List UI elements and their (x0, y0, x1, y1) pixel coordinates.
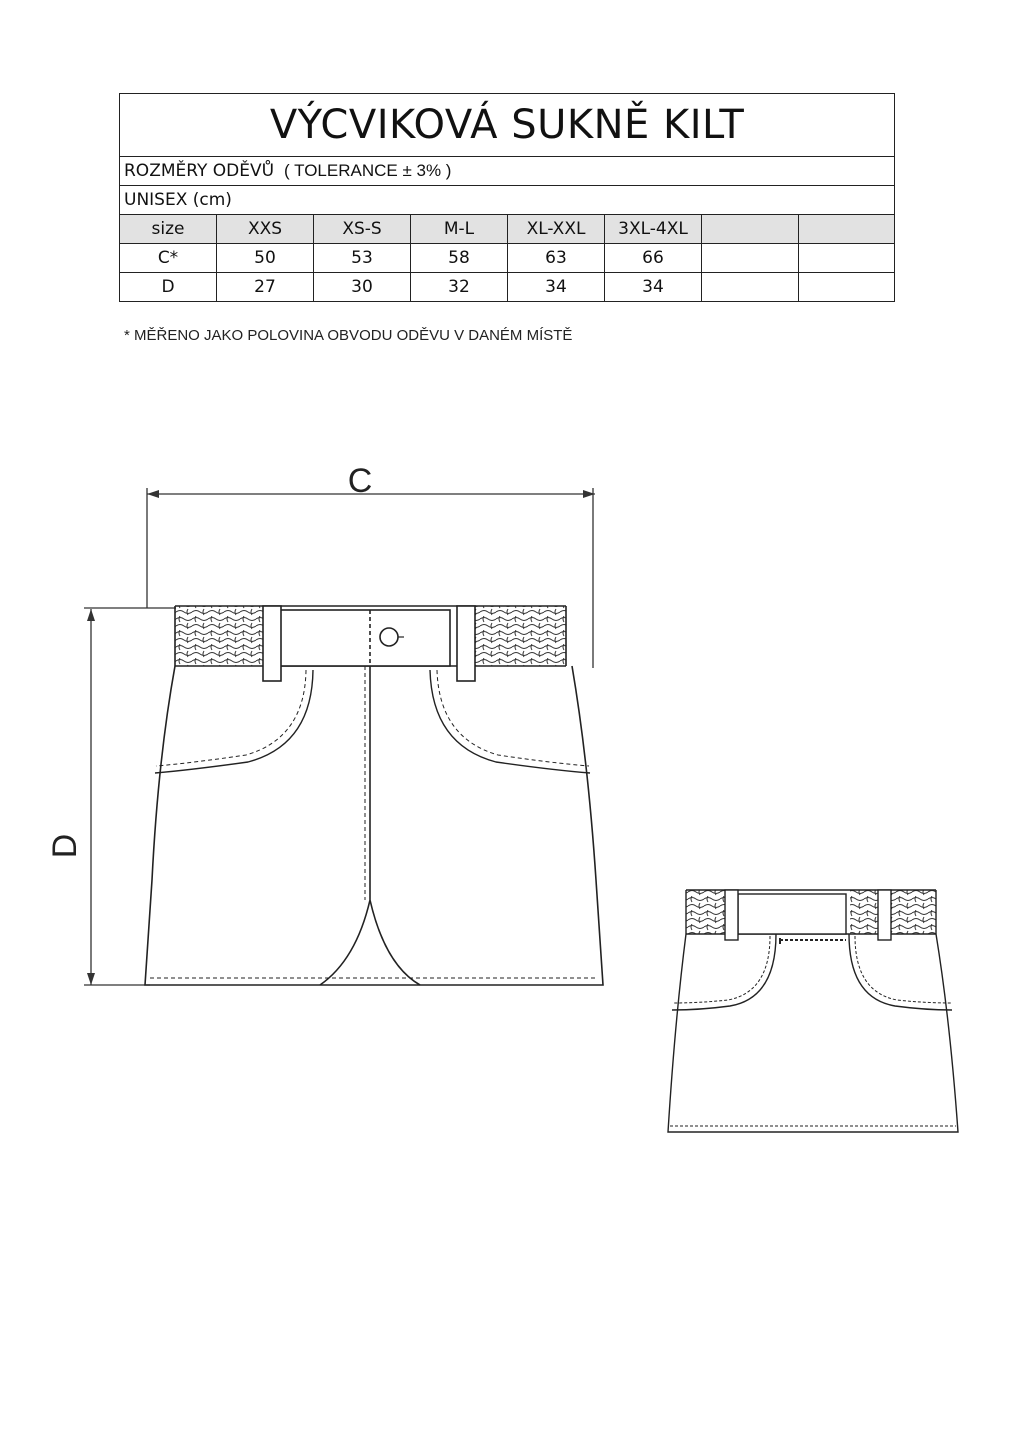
header-cell: size (120, 215, 217, 244)
belt-loop (457, 606, 475, 681)
elastic-waist-right (474, 606, 566, 666)
footnote: * MĚŘENO JAKO POLOVINA OBVODU ODĚVU V DANÉM MÍSTĚ (124, 327, 573, 344)
document-title: VÝCVIKOVÁ SUKNĚ KILT (120, 94, 895, 157)
table-cell: 27 (217, 273, 314, 302)
measurements-label: ROZMĚRY ODĚVŮ (124, 161, 275, 181)
row-label: C* (120, 244, 217, 273)
belt-loop (263, 606, 281, 681)
tolerance-label: ( TOLERANCE ± 3% ) (284, 161, 452, 180)
elastic-waist-right (850, 890, 936, 934)
table-cell: 66 (605, 244, 702, 273)
table-cell: 53 (314, 244, 411, 273)
elastic-waist-left (175, 606, 269, 666)
table-cell: 30 (314, 273, 411, 302)
table-cell: 63 (508, 244, 605, 273)
row-label: D (120, 273, 217, 302)
header-cell: XL-XXL (508, 215, 605, 244)
length-label: D (46, 833, 84, 859)
table-cell: 58 (411, 244, 508, 273)
skirt-front-view (145, 606, 603, 985)
table-cell: 34 (508, 273, 605, 302)
header-cell: M-L (411, 215, 508, 244)
table-cell: 32 (411, 273, 508, 302)
table-cell: 34 (605, 273, 702, 302)
fit-label: UNISEX (cm) (120, 186, 895, 215)
belt-loop (725, 890, 738, 940)
header-cell: XS-S (314, 215, 411, 244)
header-cell: 3XL-4XL (605, 215, 702, 244)
skirt-back-view (668, 890, 958, 1132)
header-cell: XXS (217, 215, 314, 244)
width-label: C (347, 462, 373, 500)
table-cell: 50 (217, 244, 314, 273)
length-dimension (84, 608, 176, 985)
belt-loop (878, 890, 891, 940)
